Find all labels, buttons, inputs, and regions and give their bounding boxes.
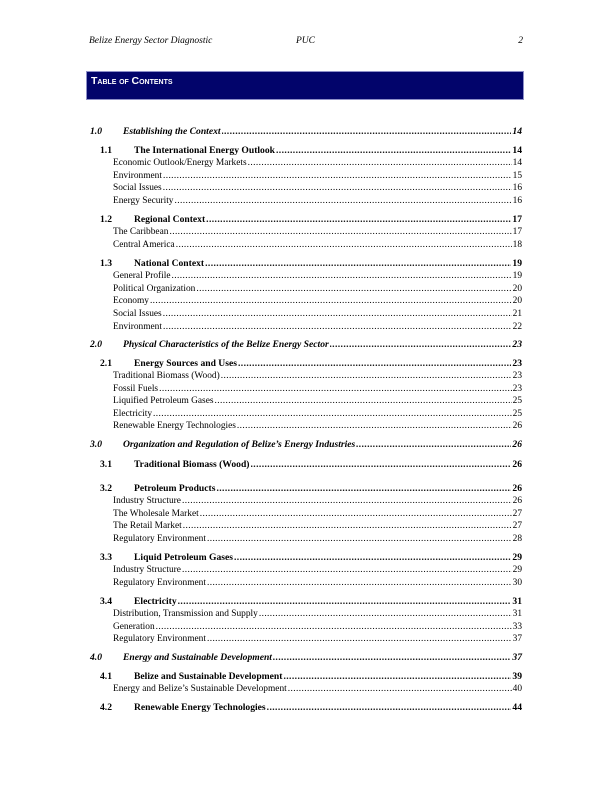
toc-subsection-entry[interactable] (90, 383, 522, 395)
toc-section-entry[interactable] (90, 358, 522, 370)
toc-subsection-entry[interactable] (90, 683, 522, 695)
dot-leader (156, 621, 512, 633)
dot-leader (172, 270, 512, 282)
toc-subsection-entry[interactable] (90, 564, 522, 576)
dot-leader (175, 195, 512, 207)
toc-page-number: 14 (512, 158, 522, 168)
dot-leader (215, 395, 512, 407)
toc-page-number: 25 (512, 396, 522, 406)
toc-page-number: 27 (512, 509, 522, 519)
toc-section-entry[interactable] (90, 459, 522, 471)
toc-entry-number: 3.4 (100, 596, 112, 607)
toc-entry-title: The Retail Market (113, 521, 182, 531)
toc-entry-title: Regulatory Environment (113, 578, 206, 588)
toc-page-number: 26 (512, 496, 522, 506)
running-header (89, 36, 523, 50)
dot-leader (159, 383, 512, 395)
toc-entry-title: The International Energy Outlook (134, 145, 275, 156)
toc-subsection-entry[interactable] (90, 420, 522, 432)
dot-leader (288, 683, 512, 695)
toc-page-number: 30 (512, 578, 522, 588)
toc-entry-title: Electricity (134, 596, 177, 607)
toc-subsection-entry[interactable] (90, 408, 522, 420)
toc-page-number: 25 (512, 409, 522, 419)
toc-subsection-entry[interactable] (90, 495, 522, 507)
toc-page-number: 17 (512, 214, 522, 225)
toc-entry-title: Liquified Petroleum Gases (113, 396, 214, 406)
dot-leader (207, 633, 512, 645)
toc-subsection-entry[interactable] (90, 283, 522, 295)
dot-leader (207, 533, 512, 545)
toc-entry-title: Industry Structure (113, 496, 181, 506)
toc-subsection-entry[interactable] (90, 608, 522, 620)
toc-entry-title: Traditional Biomass (Wood) (113, 371, 220, 381)
toc-entry-title: Regulatory Environment (113, 634, 206, 644)
toc-entry-title: Economy (113, 296, 149, 306)
toc-entry-number: 3.2 (100, 483, 112, 494)
toc-page-number: 27 (512, 521, 522, 531)
toc-entry-title: Establishing the Context (123, 126, 221, 137)
toc-entry-title: Economic Outlook/Energy Markets (113, 158, 247, 168)
dot-leader (273, 652, 511, 664)
page-number: 2 (518, 36, 523, 46)
dot-leader (206, 214, 511, 226)
toc-entry-title: Energy Sources and Uses (134, 358, 237, 369)
toc-entry-title: Energy and Belize’s Sustainable Development (113, 684, 287, 694)
dot-leader (150, 295, 512, 307)
dot-leader (163, 170, 512, 182)
dot-leader (216, 483, 511, 495)
toc-entry-number: 3.3 (100, 552, 112, 563)
dot-leader (182, 564, 512, 576)
toc-chapter-entry[interactable] (90, 126, 522, 138)
toc-subsection-entry[interactable] (90, 195, 522, 207)
toc-subsection-entry[interactable] (90, 533, 522, 545)
dot-leader (163, 321, 512, 333)
toc-entry-title: General Profile (113, 271, 171, 281)
toc-page-number: 26 (512, 483, 522, 494)
toc-page-number: 23 (512, 384, 522, 394)
toc-page-number: 31 (512, 596, 522, 607)
toc-page-number: 21 (512, 309, 522, 319)
toc-page-number: 40 (512, 684, 522, 694)
toc-page-number: 37 (512, 634, 522, 644)
toc-entry-title: Social Issues (113, 309, 162, 319)
toc-page-number: 26 (512, 459, 522, 470)
toc-page-number: 15 (512, 171, 522, 181)
dot-leader (238, 358, 511, 370)
toc-entry-title: The Wholesale Market (113, 509, 199, 519)
toc-entry-title: The Caribbean (113, 227, 169, 237)
toc-page-number: 23 (512, 358, 522, 369)
toc-page-number: 20 (512, 296, 522, 306)
toc-entry-title: Electricity (113, 409, 153, 419)
toc-page-number: 16 (512, 183, 522, 193)
dot-leader (267, 702, 512, 714)
table-of-contents-banner (87, 72, 523, 99)
toc-page-number: 20 (512, 284, 522, 294)
toc-entry-title: Energy Security (113, 196, 174, 206)
toc-section-entry[interactable] (90, 596, 522, 608)
toc-section-entry[interactable] (90, 552, 522, 564)
toc-chapter-entry[interactable] (90, 439, 522, 451)
organization-name: PUC (296, 36, 315, 46)
toc-page-number: 18 (512, 240, 522, 250)
toc-entry-title: Renewable Energy Technologies (113, 421, 236, 431)
toc-entry-number: 4.2 (100, 702, 112, 713)
toc-subsection-entry[interactable] (90, 270, 522, 282)
toc-subsection-entry[interactable] (90, 308, 522, 320)
toc-entry-title: Generation (113, 622, 155, 632)
toc-entry-title: Central America (113, 240, 175, 250)
toc-entry-number: 3.1 (100, 459, 112, 470)
toc-subsection-entry[interactable] (90, 370, 522, 382)
dot-leader (178, 596, 512, 608)
dot-leader (221, 370, 512, 382)
toc-page-number: 14 (512, 126, 522, 137)
toc-entry-title: Renewable Energy Technologies (134, 702, 266, 713)
toc-page-number: 22 (512, 322, 522, 332)
toc-entry-title: Traditional Biomass (Wood) (134, 459, 250, 470)
dot-leader (283, 671, 511, 683)
dot-leader (234, 552, 511, 564)
toc-entry-title: Regulatory Environment (113, 534, 206, 544)
dot-leader (153, 408, 512, 420)
toc-page-number: 23 (512, 339, 522, 350)
toc-entry-number: 1.0 (90, 126, 102, 137)
toc-page-number: 44 (512, 702, 522, 713)
toc-page-number: 16 (512, 196, 522, 206)
toc-entry-title: Environment (113, 322, 162, 332)
dot-leader (196, 283, 511, 295)
toc-subsection-entry[interactable] (90, 226, 522, 238)
dot-leader (222, 126, 512, 138)
dot-leader (248, 157, 512, 169)
toc-entry-title: Environment (113, 171, 162, 181)
dot-leader (259, 608, 512, 620)
toc-subsection-entry[interactable] (90, 508, 522, 520)
toc-entry-title: National Context (134, 258, 205, 269)
toc-page-number: 31 (512, 609, 522, 619)
toc-entry-number: 4.0 (90, 652, 102, 663)
toc-subsection-entry[interactable] (90, 633, 522, 645)
dot-leader (205, 258, 511, 270)
toc-page-number: 29 (512, 552, 522, 563)
toc-subsection-entry[interactable] (90, 295, 522, 307)
toc-entry-title: Liquid Petroleum Gases (134, 552, 233, 563)
dot-leader (207, 577, 512, 589)
dot-leader (276, 145, 511, 157)
toc-page-number: 33 (512, 622, 522, 632)
toc-page-number: 23 (512, 371, 522, 381)
toc-page-number: 28 (512, 534, 522, 544)
toc-entry-number: 4.1 (100, 671, 112, 682)
dot-leader (182, 495, 512, 507)
toc-section-entry[interactable] (90, 214, 522, 226)
toc-page-number: 14 (512, 145, 522, 156)
toc-chapter-entry[interactable] (90, 652, 522, 664)
dot-leader (163, 308, 512, 320)
toc-entry-number: 2.1 (100, 358, 112, 369)
toc-entry-title: Fossil Fuels (113, 384, 159, 394)
dot-leader (251, 459, 512, 471)
dot-leader (183, 520, 512, 532)
document-title: Belize Energy Sector Diagnostic (89, 36, 213, 46)
toc-subsection-entry[interactable] (90, 239, 522, 251)
toc-section-entry[interactable] (90, 671, 522, 683)
toc-entry-number: 1.2 (100, 214, 112, 225)
toc-subsection-entry[interactable] (90, 577, 522, 589)
toc-entry-title: Physical Characteristics of the Belize Energy Sector (123, 339, 329, 350)
toc-section-entry[interactable] (90, 258, 522, 270)
toc-entry-number: 1.1 (100, 145, 112, 156)
toc-entry-title: Belize and Sustainable Development (134, 671, 283, 682)
toc-chapter-entry[interactable] (90, 339, 522, 351)
toc-entry-title: Regional Context (134, 214, 206, 225)
dot-leader (356, 439, 511, 451)
toc-page-number: 39 (512, 671, 522, 682)
toc-section-entry[interactable] (90, 702, 522, 714)
toc-page-number: 19 (512, 258, 522, 269)
toc-subsection-entry[interactable] (90, 157, 522, 169)
toc-entry-title: Industry Structure (113, 565, 181, 575)
toc-entry-title: Energy and Sustainable Development (123, 652, 272, 663)
dot-leader (176, 239, 512, 251)
toc-page-number: 26 (512, 421, 522, 431)
toc-subsection-entry[interactable] (90, 621, 522, 633)
toc-subsection-entry[interactable] (90, 395, 522, 407)
dot-leader (330, 339, 512, 351)
dot-leader (200, 508, 512, 520)
toc-subsection-entry[interactable] (90, 182, 522, 194)
toc-entry-title: Petroleum Products (134, 483, 216, 494)
toc-section-entry[interactable] (90, 483, 522, 495)
toc-entry-title: Distribution, Transmission and Supply (113, 609, 258, 619)
toc-page-number: 26 (512, 439, 522, 450)
toc-subsection-entry[interactable] (90, 321, 522, 333)
toc-page-number: 17 (512, 227, 522, 237)
toc-entry-number: 2.0 (90, 339, 102, 350)
toc-entry-title: Organization and Regulation of Belize’s Energy Industries (123, 439, 356, 450)
toc-page-number: 37 (512, 652, 522, 663)
toc-entry-number: 1.3 (100, 258, 112, 269)
toc-section-entry[interactable] (90, 145, 522, 157)
toc-page-number: 29 (512, 565, 522, 575)
dot-leader (169, 226, 511, 238)
dot-leader (163, 182, 512, 194)
dot-leader (237, 420, 512, 432)
toc-subsection-entry[interactable] (90, 170, 522, 182)
toc-entry-number: 3.0 (90, 439, 102, 450)
toc-page-number: 19 (512, 271, 522, 281)
toc-entry-title: Political Organization (113, 284, 196, 294)
toc-heading: Table of Contents (91, 75, 173, 87)
toc-entry-title: Social Issues (113, 183, 162, 193)
toc-subsection-entry[interactable] (90, 520, 522, 532)
